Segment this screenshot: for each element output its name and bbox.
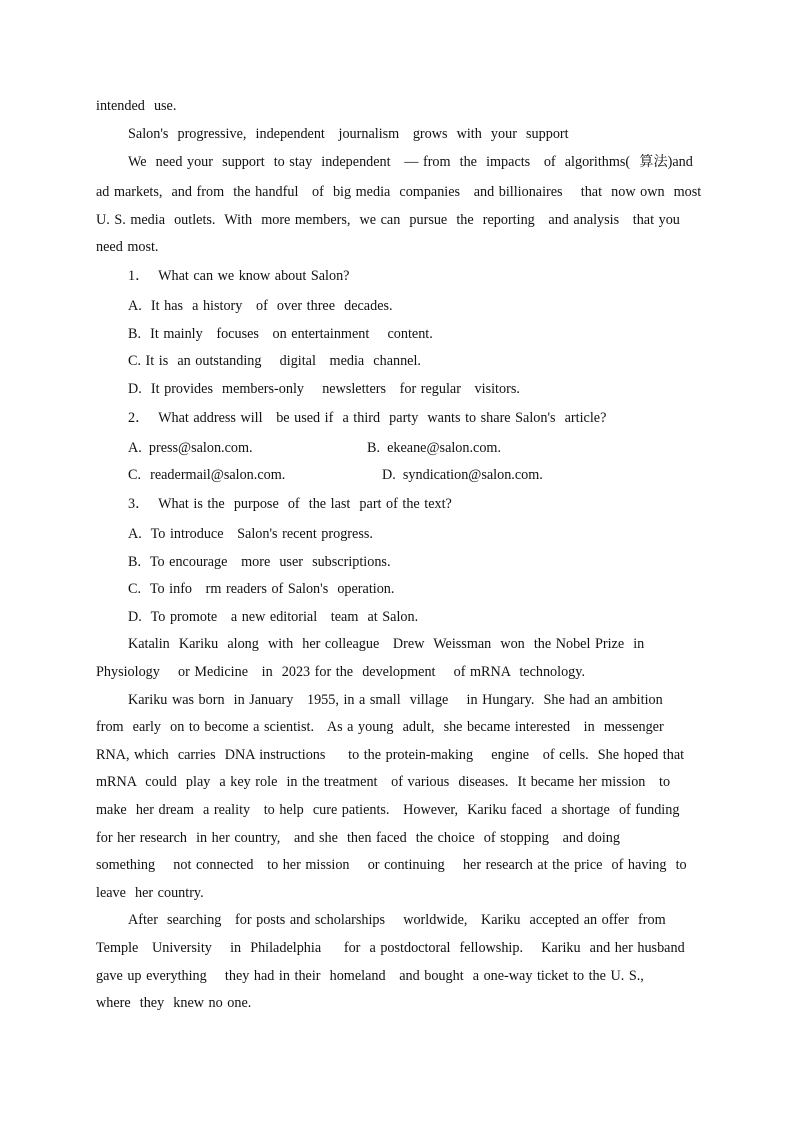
q3-option-c: C. To info rm readers of Salon's operation. [128, 581, 395, 597]
text-line: for her research in her country, and she then faced the choice of stopping and doing [96, 830, 620, 846]
question-3: 3． What is the purpose of the last part of the text? [128, 496, 452, 512]
text-line: ad markets, and from the handful of big media companies and billionaires that now own most [96, 184, 702, 200]
q1-option-a: A. It has a history of over three decades. [128, 298, 393, 314]
text-line: Temple University in Philadelphia for a postdoctoral fellowship. Kariku and her husband [96, 940, 685, 956]
question-2: 2． What address will be used if a third party wants to share Salon's article? [128, 410, 607, 426]
q2-option-a: A. press@salon.com. [128, 440, 253, 456]
q3-option-a: A. To introduce Salon's recent progress. [128, 526, 373, 542]
text-line: need most. [96, 239, 159, 255]
question-1: 1． What can we know about Salon? [128, 268, 350, 284]
q1-option-c: C. It is an outstanding digital media channel. [128, 353, 421, 369]
section-heading: Salon's progressive, independent journalism grows with your support [128, 126, 569, 142]
text-line: Physiology or Medicine in 2023 for the development of mRNA technology. [96, 664, 585, 680]
q3-option-b: B. To encourage more user subscriptions. [128, 554, 391, 570]
text-line: gave up everything they had in their homeland and bought a one-way ticket to the U. S., [96, 968, 644, 984]
text-line: from early on to become a scientist. As a young adult, she became interested in messenger [96, 719, 664, 735]
text-line: We need your support to stay independent — from the impacts of algorithms( 算法)and [128, 154, 693, 170]
q2-option-b: B. ekeane@salon.com. [367, 440, 502, 456]
text-line: U. S. media outlets. With more members, we can pursue the reporting and analysis that you [96, 212, 680, 228]
text-line: Katalin Kariku along with her colleague Drew Weissman won the Nobel Prize in [128, 636, 645, 652]
text-line: RNA, which carries DNA instructions to the protein-making engine of cells. She hoped that [96, 747, 685, 763]
text-line: where they knew no one. [96, 995, 252, 1011]
text-line: mRNA could play a key role in the treatment of various diseases. It became her mission to [96, 774, 671, 790]
q2-option-c: C. readermail@salon.com. [128, 467, 286, 483]
q3-option-d: D. To promote a new editorial team at Salon. [128, 609, 419, 625]
text-line: After searching for posts and scholarships worldwide, Kariku accepted an offer from [128, 912, 666, 928]
text-line: make her dream a reality to help cure patients. However, Kariku faced a shortage of funding [96, 802, 680, 818]
q1-option-b: B. It mainly focuses on entertainment content. [128, 326, 433, 342]
q1-option-d: D. It provides members-only newsletters for regular visitors. [128, 381, 520, 397]
text-line: something not connected to her mission or continuing her research at the price of having to [96, 857, 687, 873]
text-line: leave her country. [96, 885, 204, 901]
text-line: intended use. [96, 98, 177, 114]
q2-option-d: D. syndication@salon.com. [382, 467, 543, 483]
text-line: Kariku was born in January 1955, in a small village in Hungary. She had an ambition [128, 692, 663, 708]
